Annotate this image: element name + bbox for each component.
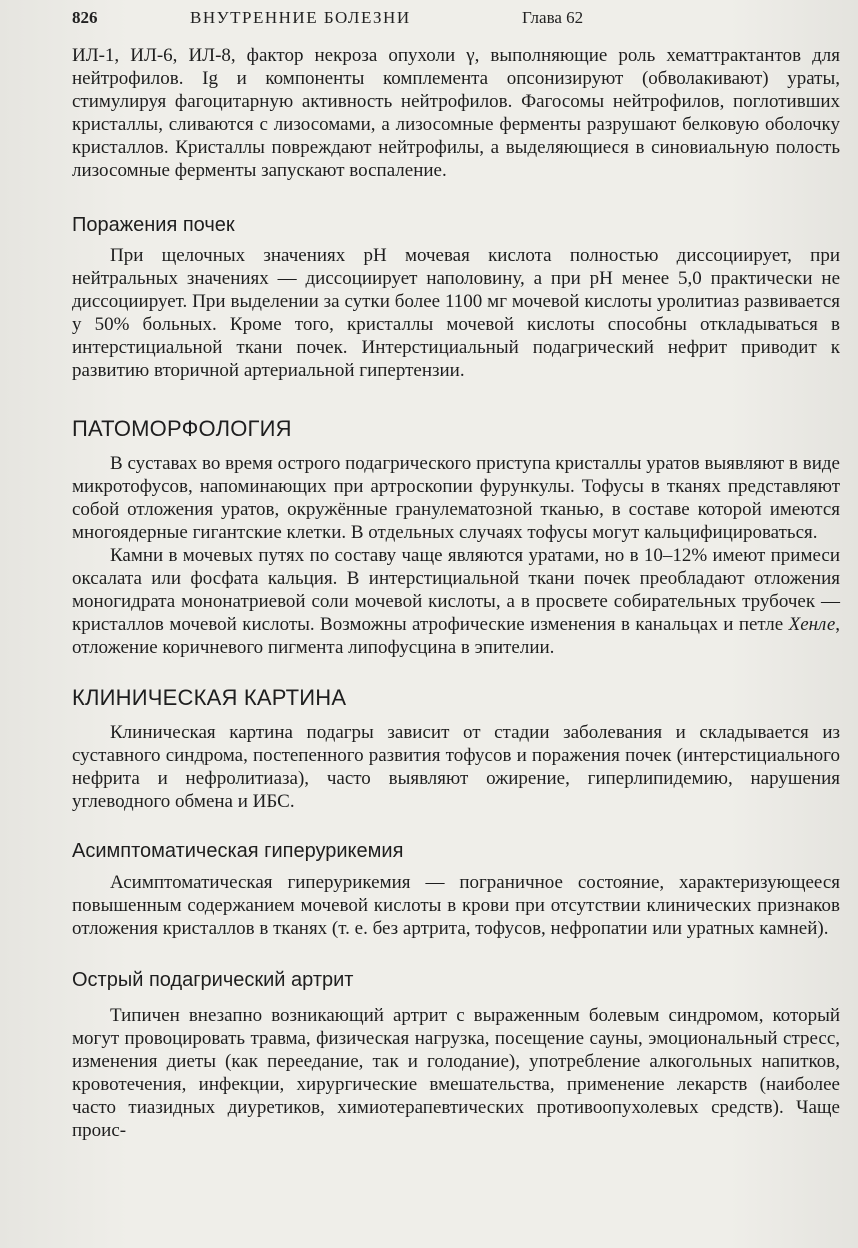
paragraph-kidney-damage: При щелочных значениях pH мочевая кислота полностью диссоциирует, при нейтральных значениях — диссоциирует наполовину, а при pH менее 5,0 практически не диссоциирует. При выделении за сутки более 1100 мг мочевой кислоты уролитиаз развивается у 50% больных. Кроме того, кристаллы мочевой кислоты способны откладываться в интерстициальной ткани почек. Интерстициальный подагрический нефрит приводит к развитию вторичной артериальной гипертензии. <box>72 245 840 381</box>
kidney-stones-text: Камни в мочевых путях по составу чаще являются уратами, но в 10–12% имеют примеси оксалата или фосфата кальция. В интерстициальной ткани почек преобладают отложения моногидрата мононатриевой соли мочевой кислоты, а в просвете собирательных трубочек — кристаллов мочевой кислоты. Возможны атрофические изменения в канальцах и петле <box>72 545 840 635</box>
chapter-label: Глава 62 <box>522 8 584 27</box>
section-title: ВНУТРЕННИЕ БОЛЕЗНИ <box>190 8 411 27</box>
heading-asymptomatic-hyperuricemia: Асимптоматическая гиперурикемия <box>72 840 404 862</box>
running-header <box>72 8 822 30</box>
page-number: 826 <box>72 8 98 27</box>
kidney-stones-text-end: , отложение коричневого пигмента липофусцина в эпителии. <box>72 614 840 658</box>
paragraph-acute-gouty-arthritis: Типичен внезапно возникающий артрит с выраженным болевым синдромом, который могут провоцировать травма, физическая нагрузка, посещение сауны, эмоциональный стресс, изменения диеты (как переедание, так и голодание), употребление алкогольных напитков, кровотечения, инфекции, хирургические вмешательства, применение лекарств (наиболее часто тиазидных диуретиков, химиотерапевтических противоопухолевых средств). Чаще проис- <box>72 1005 840 1141</box>
paragraph-kidney-stones <box>72 544 840 659</box>
page-content <box>72 44 840 1142</box>
paragraph-tophi: В суставах во время острого подагрического приступа кристаллы уратов выявляют в виде микротофусов, напоминающих при артроскопии фурункулы. Тофусы в тканях представляют собой отложения уратов, окружённые гранулематозной тканью, в составе которой имеются многоядерные гигантские клетки. В отдельных случаях тофусы могут кальцифицироваться. <box>72 453 840 543</box>
henle-term: Хенле <box>788 614 836 635</box>
paragraph-chemoattractants: ИЛ-1, ИЛ-6, ИЛ-8, фактор некроза опухоли γ, выполняющие роль хематтрактантов для нейтрофилов. Ig и компоненты комплемента опсонизируют (обволакивают) ураты, стимулируя фагоцитарную активность нейтрофилов. Фагосомы нейтрофилов, поглотивших кристаллы, сливаются с лизосомами, а лизосомные ферменты разрушают белковую оболочку кристаллов. Кристаллы повреждают нейтрофилы, а выделяющиеся в синовиальную полость лизосомные ферменты запускают воспаление. <box>72 45 840 181</box>
heading-kidney-damage: Поражения почек <box>72 214 235 236</box>
heading-acute-gouty-arthritis: Острый подагрический артрит <box>72 969 354 991</box>
heading-pathomorphology: ПАТОМОРФОЛОГИЯ <box>72 416 292 441</box>
paragraph-clinical-picture: Клиническая картина подагры зависит от стадии заболевания и складывается из суставного синдрома, постепенного развития тофусов и поражения почек (интерстициального нефрита и нефролитиаза), часто выявляют ожирение, гиперлипидемию, нарушения углеводного обмена и ИБС. <box>72 722 840 812</box>
paragraph-asymptomatic-hyperuricemia: Асимптоматическая гиперурикемия — пограничное состояние, характеризующееся повышенным содержанием мочевой кислоты в крови при отсутствии клинических признаков отложения кристаллов в тканях (т. е. без артрита, тофусов, нефропатии или уратных камней). <box>72 872 840 939</box>
heading-clinical-picture: КЛИНИЧЕСКАЯ КАРТИНА <box>72 685 347 710</box>
